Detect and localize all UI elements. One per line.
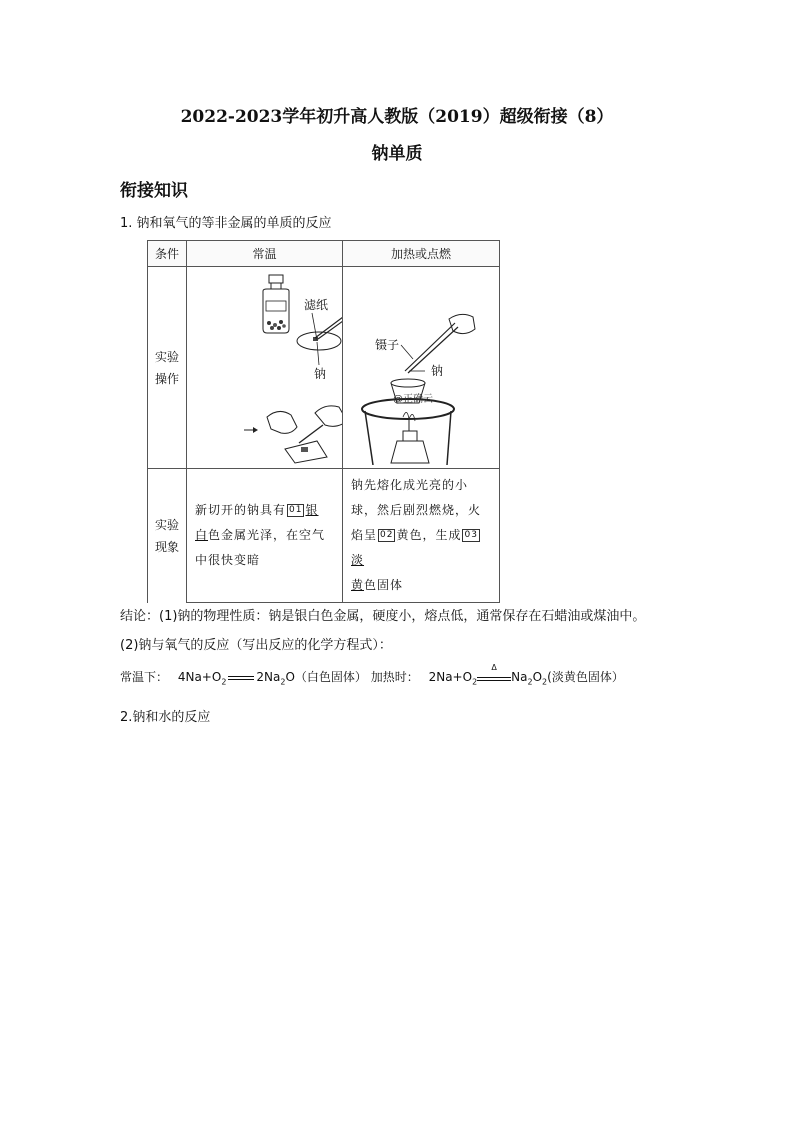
obs-right-text-2: 黄色，生成 bbox=[396, 528, 462, 542]
row-label-observation-1: 实验 bbox=[154, 517, 179, 532]
label-sodium-2: 钠 bbox=[431, 364, 444, 378]
label-tweezers: 镊子 bbox=[375, 338, 400, 352]
row-label-operation-1: 实验 bbox=[154, 349, 179, 364]
document-title: 2022-2023学年初升高人教版（2019）超级衔接（8） bbox=[180, 107, 614, 127]
table-row-observation bbox=[148, 469, 500, 603]
observation-room-temp bbox=[187, 469, 343, 603]
reagent-bottle-icon bbox=[263, 275, 289, 333]
watermark: @正确云 bbox=[393, 394, 433, 405]
room-temp-illustration bbox=[187, 267, 342, 465]
answer-text-1a: 银 bbox=[305, 503, 319, 517]
answer-text-1b: 白 bbox=[195, 528, 209, 542]
answer-blank-2: 02 bbox=[380, 530, 394, 540]
header-condition: 条件 bbox=[148, 241, 187, 267]
answer-blank-1: 01 bbox=[289, 505, 303, 515]
obs-left-text-2: 色金属光泽，在空气中很快变暗 bbox=[195, 528, 326, 567]
experiment-table bbox=[147, 240, 500, 603]
eq-room-lhs: 4Na+O bbox=[177, 670, 222, 684]
eq-room-label: 常温下： bbox=[120, 670, 169, 684]
eq-heat-rhs2: O bbox=[532, 670, 543, 684]
obs-left-text-1: 新切开的钠具有 bbox=[195, 503, 287, 517]
item-1-heading: 1. 钠和氧气的等非金属的单质的反应 bbox=[120, 216, 332, 231]
item-2-heading: 2.钠和水的反应 bbox=[120, 710, 211, 725]
header-heating: 加热或点燃 bbox=[343, 241, 500, 267]
figure-heating-cell bbox=[343, 267, 500, 469]
label-filter-paper: 滤纸 bbox=[304, 298, 329, 312]
obs-right-text-3: 色固体 bbox=[364, 578, 404, 592]
eq-heat-note: (淡黄色固体） bbox=[547, 670, 624, 684]
equation-line bbox=[120, 663, 624, 687]
answer-blank-3: 03 bbox=[464, 530, 478, 540]
conclusion-line-2: (2)钠与氧气的反应（写出反应的化学方程式）： bbox=[120, 638, 392, 653]
eq-heat-lhs: 2Na+O bbox=[428, 670, 473, 684]
row-label-operation-2: 操作 bbox=[154, 371, 179, 386]
figure-room-temp-cell bbox=[187, 267, 343, 469]
table-row-operation bbox=[148, 267, 500, 469]
answer-text-3b: 黄 bbox=[351, 578, 365, 592]
obs-right-text-1: 钠先熔化成光亮的小球，然后剧烈燃烧，火焰呈 bbox=[351, 478, 482, 542]
eq-room-rhs2: O（白色固体） bbox=[285, 670, 367, 684]
eq-heat-label: 加热时： bbox=[370, 670, 419, 684]
label-sodium-1: 钠 bbox=[314, 367, 327, 381]
answer-text-3a: 淡 bbox=[351, 553, 365, 567]
equals-sign-icon bbox=[228, 676, 254, 680]
eq-room-rhs: 2Na bbox=[256, 670, 281, 684]
conclusion-line-1: 结论：(1)钠的物理性质：钠是银白色金属，硬度小，熔点低，通常保存在石蜡油或煤油中。 bbox=[120, 609, 646, 624]
eq-heat-sub2: 2 bbox=[527, 677, 533, 687]
heating-illustration bbox=[343, 267, 499, 465]
eq-heat-sub1: 2 bbox=[472, 677, 478, 687]
delta-symbol: Δ bbox=[491, 663, 497, 672]
heat-equals-sign-icon bbox=[477, 663, 511, 681]
observation-heating bbox=[343, 469, 500, 603]
eq-heat-sub3: 2 bbox=[542, 677, 548, 687]
alcohol-lamp-icon bbox=[391, 412, 429, 463]
eq-heat-rhs: Na bbox=[511, 670, 528, 684]
row-label-observation bbox=[148, 469, 187, 603]
eq-room-sub1: 2 bbox=[221, 677, 227, 687]
table-header-row bbox=[148, 241, 500, 267]
eq-room-sub2: 2 bbox=[280, 677, 286, 687]
header-room-temp: 常温 bbox=[187, 241, 343, 267]
section-heading: 衔接知识 bbox=[120, 181, 188, 201]
cutting-hands-icon bbox=[244, 406, 342, 463]
document-subtitle: 钠单质 bbox=[371, 144, 423, 164]
row-label-observation-2: 现象 bbox=[154, 539, 179, 554]
row-label-operation bbox=[148, 267, 187, 469]
